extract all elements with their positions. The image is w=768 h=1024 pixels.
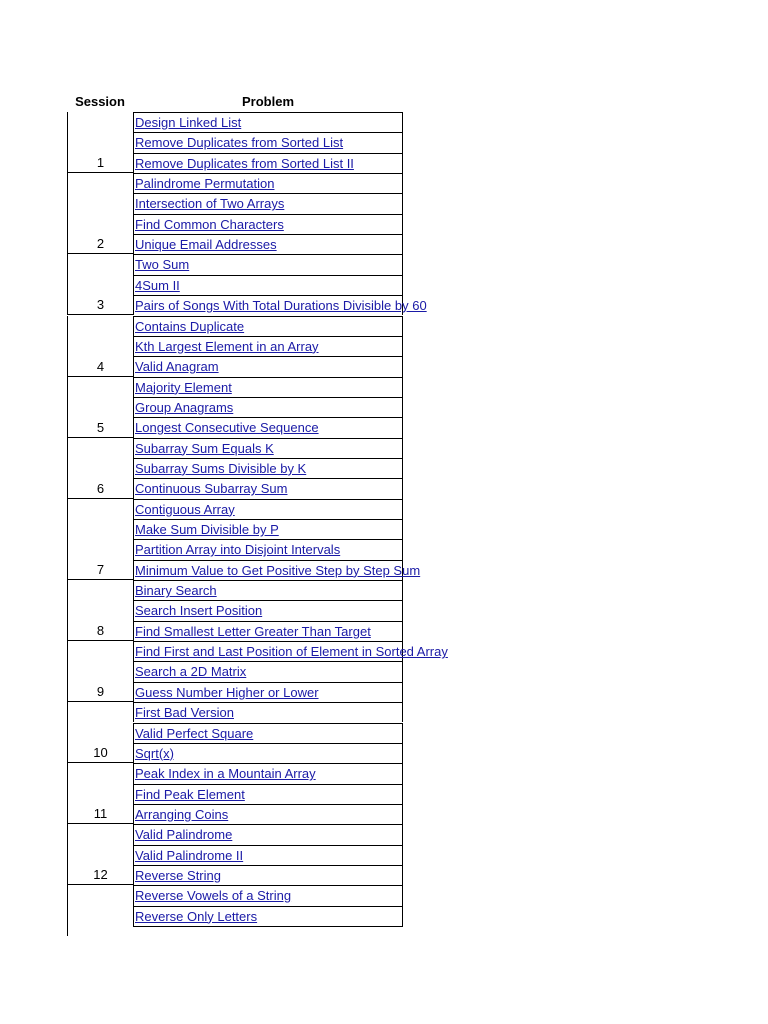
session-number: 3 — [96, 297, 105, 313]
problem-cell — [133, 743, 403, 763]
problem-link[interactable]: Subarray Sums Divisible by K — [135, 460, 307, 476]
problem-link[interactable]: Make Sum Divisible by P — [135, 522, 279, 537]
problem-cell — [133, 478, 403, 498]
problem-cell — [133, 153, 403, 173]
session-cell — [67, 377, 133, 438]
problem-link[interactable]: Search Insert Position — [135, 603, 263, 619]
problem-link[interactable]: Continuous Subarray Sum — [135, 481, 288, 497]
problem-cell — [133, 356, 403, 376]
problem-cell — [133, 539, 403, 559]
session-cell — [67, 438, 133, 499]
problem-cell — [133, 784, 403, 804]
session-cell — [67, 702, 133, 763]
session-number: 2 — [96, 236, 105, 252]
problem-cell — [133, 377, 403, 397]
problem-cell — [133, 275, 403, 295]
problem-cell — [133, 173, 403, 193]
problem-link[interactable]: Sqrt(x) — [135, 745, 174, 761]
problem-cell — [133, 132, 403, 152]
problem-link[interactable]: Valid Perfect Square — [135, 725, 254, 741]
session-cell — [67, 499, 133, 580]
problem-cell — [133, 417, 403, 437]
table-bottom-border — [133, 926, 403, 927]
problem-link[interactable]: Reverse String — [135, 867, 221, 883]
problem-link[interactable]: Intersection of Two Arrays — [135, 196, 285, 212]
session-cell — [67, 763, 133, 824]
problem-cell — [133, 865, 403, 885]
problem-cell — [133, 621, 403, 641]
problem-cell — [133, 723, 403, 743]
problem-link[interactable]: Contains Duplicate — [135, 318, 245, 334]
problem-column-header: Problem — [241, 94, 294, 109]
problem-cell — [133, 600, 403, 620]
problem-link[interactable]: Find Smallest Letter Greater Than Target — [135, 623, 371, 639]
problem-cell — [133, 906, 403, 926]
problem-link[interactable]: Longest Consecutive Sequence — [135, 420, 319, 436]
problem-link[interactable]: Minimum Value to Get Positive Step by Step Sum — [135, 562, 421, 578]
session-number: 12 — [93, 867, 108, 883]
problem-cell — [133, 295, 427, 315]
session-cell — [67, 824, 133, 885]
problem-link[interactable]: Arranging Coins — [135, 806, 229, 822]
problem-cell — [133, 682, 403, 702]
problem-cell — [133, 316, 403, 336]
problem-cell — [133, 499, 403, 519]
problem-cell — [133, 641, 448, 661]
problem-cell — [133, 234, 403, 254]
problem-link[interactable]: Valid Palindrome — [135, 827, 233, 843]
problem-cell — [133, 397, 403, 417]
problem-link[interactable]: Valid Palindrome II — [135, 847, 244, 863]
problem-cell — [133, 824, 403, 844]
session-number: 8 — [96, 623, 105, 639]
session-number: 9 — [96, 684, 105, 700]
problem-link[interactable]: 4Sum II — [135, 277, 180, 293]
problem-link[interactable]: First Bad Version — [135, 705, 234, 721]
session-cell — [67, 173, 133, 254]
session-cell — [67, 580, 133, 641]
problem-cell — [133, 519, 403, 539]
problem-link[interactable]: Subarray Sum Equals K — [135, 440, 274, 456]
problem-cell — [133, 438, 403, 458]
problem-link[interactable]: Remove Duplicates from Sorted List — [135, 135, 344, 151]
problem-cell — [133, 254, 403, 274]
problem-link[interactable]: Kth Largest Element in an Array — [135, 338, 319, 354]
session-cell — [67, 641, 133, 702]
session-number: 7 — [96, 562, 105, 578]
problem-cell — [133, 112, 403, 132]
problem-link[interactable]: Design Linked List — [135, 115, 242, 130]
session-number: 4 — [96, 358, 105, 374]
problem-link[interactable]: Reverse Only Letters — [135, 908, 258, 924]
problem-link[interactable]: Binary Search — [135, 583, 217, 599]
problem-cell — [133, 804, 403, 824]
session-number: 10 — [93, 745, 108, 761]
problem-link[interactable]: Two Sum — [135, 257, 190, 273]
problem-cell — [133, 458, 403, 478]
problem-link[interactable]: Find Peak Element — [135, 786, 245, 802]
session-cell — [67, 254, 133, 315]
problem-link[interactable]: Palindrome Permutation — [135, 176, 275, 192]
problem-link[interactable]: Find Common Characters — [135, 216, 284, 232]
problem-cell — [133, 336, 403, 356]
problem-link[interactable]: Search a 2D Matrix — [135, 664, 247, 680]
problem-cell — [133, 560, 421, 580]
problem-cell — [133, 661, 403, 681]
session-column-header: Session — [75, 94, 125, 109]
problem-link[interactable]: Partition Array into Disjoint Intervals — [135, 542, 341, 558]
problem-link[interactable]: Contiguous Array — [135, 501, 235, 517]
session-cell — [67, 112, 133, 173]
problem-link[interactable]: Peak Index in a Mountain Array — [135, 766, 316, 782]
session-number: 6 — [96, 480, 105, 496]
problem-link[interactable]: Pairs of Songs With Total Durations Divisible by 60 — [135, 298, 427, 314]
problem-cell — [133, 763, 403, 783]
problem-cell — [133, 845, 403, 865]
problem-cell — [133, 702, 403, 722]
session-number: 1 — [96, 155, 105, 171]
problem-link[interactable]: Find First and Last Position of Element in Sorted Array — [135, 644, 448, 660]
problem-link[interactable]: Unique Email Addresses — [135, 237, 277, 253]
session-cell — [67, 885, 133, 936]
problem-link[interactable]: Majority Element — [135, 379, 232, 395]
problem-link[interactable]: Group Anagrams — [135, 399, 234, 415]
problem-cell — [133, 193, 403, 213]
problem-link[interactable]: Remove Duplicates from Sorted List II — [135, 155, 354, 171]
session-cell — [67, 316, 133, 377]
problem-link[interactable]: Reverse Vowels of a String — [135, 888, 292, 904]
session-number: 5 — [96, 419, 105, 435]
problem-cell — [133, 214, 403, 234]
problem-cell — [133, 885, 403, 905]
problem-link[interactable]: Guess Number Higher or Lower — [135, 684, 319, 700]
problem-link[interactable]: Valid Anagram — [135, 359, 219, 375]
session-number: 11 — [93, 806, 108, 822]
problem-cell — [133, 580, 403, 600]
